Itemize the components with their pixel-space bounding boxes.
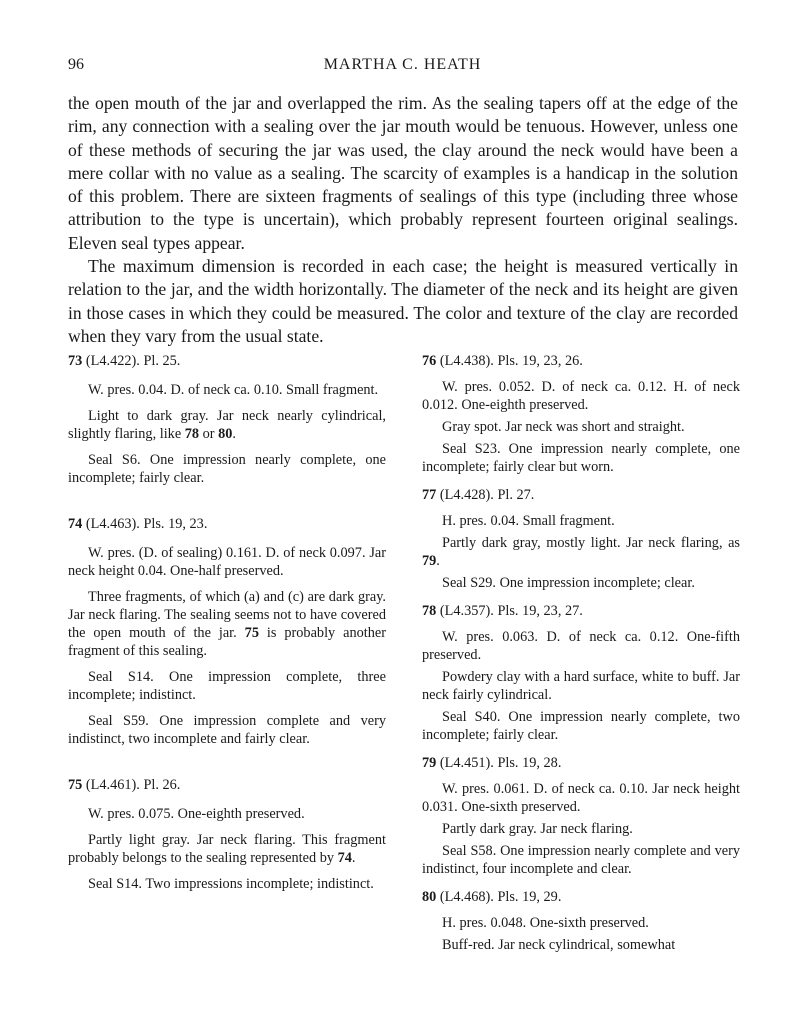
entry-description: Gray spot. Jar neck was short and straight.: [442, 419, 685, 435]
cross-reference: 80: [218, 426, 233, 442]
entry-heading: [422, 352, 740, 370]
description-text: or: [199, 426, 219, 442]
entry-number: 76: [422, 353, 437, 369]
entry-measurements: W. pres. 0.061. D. of neck ca. 0.10. Jar neck height 0.031. One-sixth preserved.: [422, 781, 740, 815]
entry-number: 79: [422, 755, 437, 771]
catalog-entry-76: [422, 352, 740, 476]
entry-heading: [422, 754, 740, 772]
catalog-entry-78: [422, 602, 740, 744]
entry-measurements: W. pres. 0.052. D. of neck ca. 0.12. H. of neck 0.012. One-eighth preserved.: [422, 379, 740, 413]
entry-seal-note: Seal S6. One impression nearly complete, one incomplete; fairly clear.: [68, 452, 386, 486]
entry-seal-note: Seal S58. One impression nearly complete and very indistinct, four incomplete and clear.: [422, 843, 740, 877]
entry-description: [68, 588, 386, 660]
entry-description: Partly dark gray. Jar neck flaring.: [442, 821, 633, 837]
entry-number: 75: [68, 777, 83, 793]
entry-heading: [68, 776, 386, 794]
right-column: [422, 352, 740, 964]
description-text: is probably another fragment of this sealing.: [68, 625, 387, 659]
entry-seal-note: Seal S23. One impression nearly complete, one incomplete; fairly clear but worn.: [422, 441, 740, 475]
entry-measurements: W. pres. 0.075. One-eighth preserved.: [88, 806, 305, 822]
entry-number: 80: [422, 889, 437, 905]
catalog-entry-80: [422, 888, 740, 954]
entry-heading: [422, 888, 740, 906]
catalog-entry-74: [68, 515, 386, 748]
entry-number: 74: [68, 516, 83, 532]
entry-reference: (L4.461). Pl. 26.: [82, 777, 181, 793]
cross-reference: 78: [184, 426, 200, 442]
description-text: .: [436, 553, 440, 569]
intro-paragraph: The maximum dimension is recorded in each case; the height is measured vertically in relation to the jar, and the width horizontally. The diameter of the neck and its height are given in those cases in which they could be measured. The color and texture of the clay are recorded when they vary from the usual state.: [68, 256, 738, 346]
entry-heading: [422, 486, 740, 504]
page-header: [68, 56, 737, 80]
entry-measurements: W. pres. 0.04. D. of neck ca. 0.10. Small fragment.: [88, 382, 379, 398]
entry-measurements: W. pres. 0.063. D. of neck ca. 0.12. One-fifth preserved.: [422, 629, 740, 663]
entry-reference: (L4.451). Pls. 19, 28.: [436, 755, 562, 771]
cross-reference: 74: [337, 850, 352, 866]
intro-paragraph: the open mouth of the jar and overlapped the rim. As the sealing tapers off at the edge of the rim, any connection with a sealing over the jar mouth would be tenuous. However, unless one of these methods of securing the jar was used, the clay around the neck would have been a mere collar with no value as a sealing. The scarcity of examples is a handicap in the solution of this problem. There are sixteen fragments of sealings of this type (including three whose attribution to the type is uncertain), which probably represent fourteen original sealings. Eleven seal types appear.: [68, 93, 738, 253]
entry-measurements: W. pres. (D. of sealing) 0.161. D. of neck 0.097. Jar neck height 0.04. One-half preserved.: [68, 545, 386, 579]
description-text: Partly light gray. Jar neck flaring. This fragment probably belongs to the sealing represented by: [68, 832, 386, 866]
catalog-entry-79: [422, 754, 740, 878]
entry-heading: [68, 352, 386, 370]
catalog-entry-77: [422, 486, 740, 592]
cross-reference: 75: [244, 625, 259, 641]
description-text: .: [351, 850, 356, 866]
entry-description: Buff-red. Jar neck cylindrical, somewhat: [442, 937, 676, 953]
entry-reference: (L4.468). Pls. 19, 29.: [436, 889, 562, 905]
catalog-entry-73: [68, 352, 386, 487]
entry-reference: (L4.438). Pls. 19, 23, 26.: [436, 353, 583, 369]
description-text: .: [232, 426, 236, 442]
catalog-entry-75: [68, 776, 386, 893]
left-column: [68, 352, 386, 909]
entry-description: [68, 407, 386, 443]
entry-description: [68, 831, 386, 867]
entry-heading: [422, 602, 740, 620]
entry-seal-note: Seal S29. One impression incomplete; clear.: [442, 575, 695, 591]
description-text: Partly dark gray, mostly light. Jar neck flaring, as: [442, 535, 740, 551]
entry-number: 73: [68, 353, 83, 369]
entry-heading: [68, 515, 386, 533]
entry-description: [422, 534, 740, 570]
cross-reference: 79: [422, 553, 437, 569]
entry-reference: (L4.428). Pl. 27.: [436, 487, 535, 503]
entry-number: 77: [422, 487, 437, 503]
entry-reference: (L4.463). Pls. 19, 23.: [82, 516, 208, 532]
entry-seal-note: Seal S14. One impression complete, three incomplete; indistinct.: [68, 669, 386, 703]
entry-seal-note: Seal S14. Two impressions incomplete; indistinct.: [88, 876, 374, 892]
description-text: Three fragments, of which (a) and (c) are dark gray. Jar neck flaring. The sealing seems not to have covered the open mouth of the jar.: [68, 589, 386, 641]
description-text: Light to dark gray. Jar neck nearly cylindrical, slightly flaring, like: [68, 408, 386, 442]
entry-reference: (L4.357). Pls. 19, 23, 27.: [436, 603, 583, 619]
entry-measurements: H. pres. 0.04. Small fragment.: [442, 513, 615, 529]
entry-reference: (L4.422). Pl. 25.: [82, 353, 181, 369]
entry-measurements: H. pres. 0.048. One-sixth preserved.: [442, 915, 649, 931]
entry-seal-note: Seal S59. One impression complete and very indistinct, two incomplete and fairly clear.: [68, 713, 386, 747]
page-number: 96: [68, 56, 84, 73]
running-head: MARTHA C. HEATH: [323, 56, 482, 73]
entry-seal-note: Seal S40. One impression nearly complete, two incomplete; fairly clear.: [422, 709, 740, 743]
intro-text: [68, 92, 738, 348]
entry-number: 78: [422, 603, 437, 619]
entry-description: Powdery clay with a hard surface, white to buff. Jar neck fairly cylindrical.: [422, 669, 740, 703]
